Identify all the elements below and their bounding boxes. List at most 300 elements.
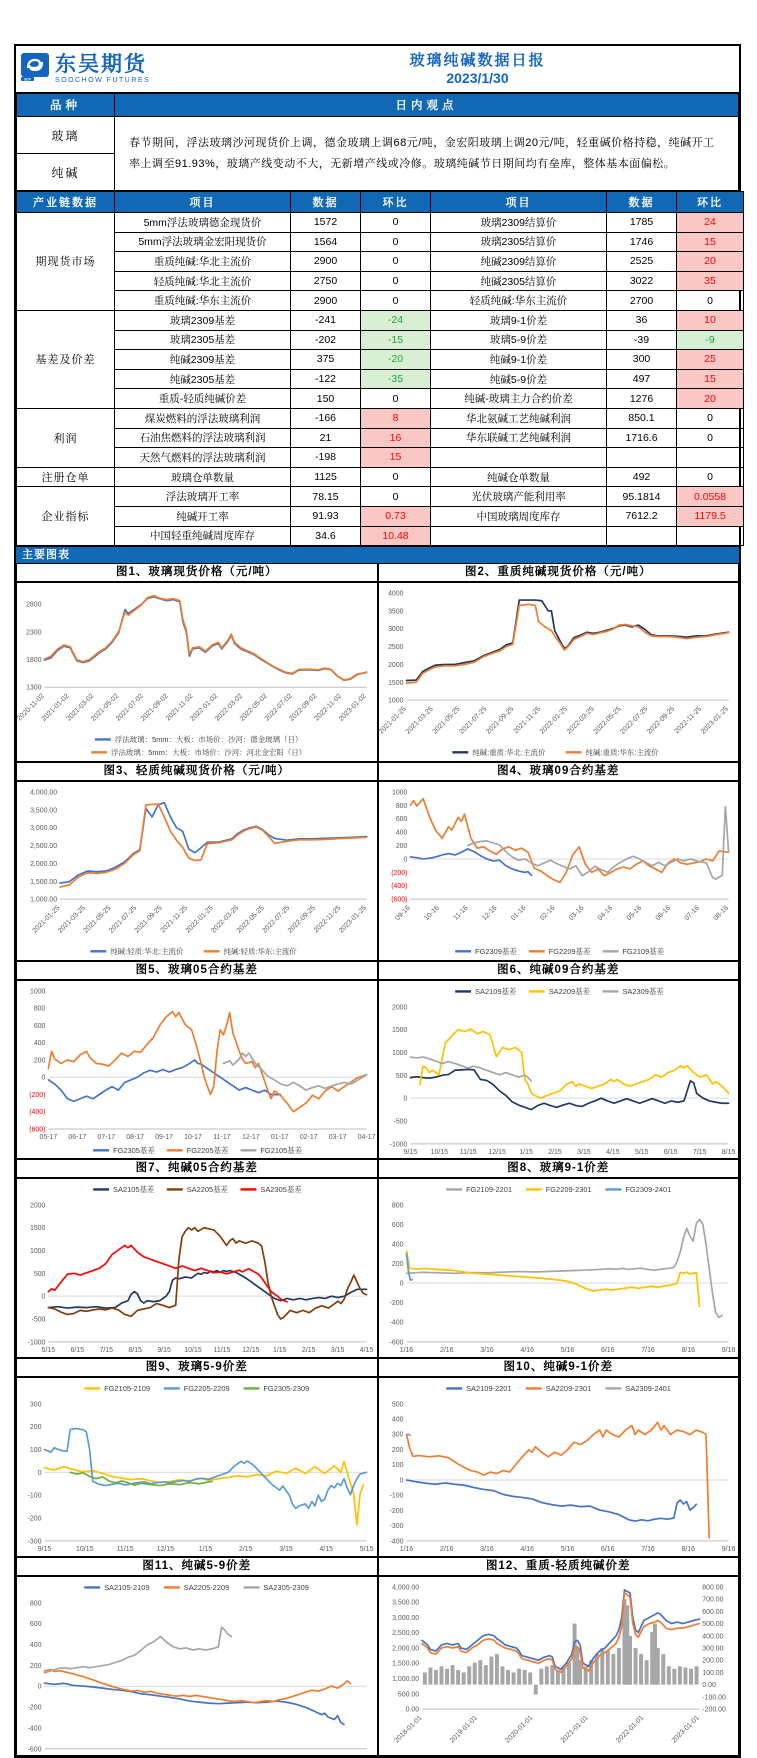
chart-title: 图11、纯碱5-9价差: [17, 1558, 377, 1577]
svg-text:FG2105基差: FG2105基差: [260, 1145, 303, 1155]
item-cell: 5mm浮法玻璃德金现货价: [115, 213, 291, 233]
svg-text:6/15: 6/15: [663, 1148, 677, 1156]
legend-item: [93, 1144, 155, 1154]
svg-text:2/15: 2/15: [547, 1148, 562, 1156]
svg-text:5/16: 5/16: [560, 1347, 574, 1355]
value-cell: 1785: [607, 213, 677, 233]
logo-chinese-name: 东吴期货: [55, 53, 147, 76]
report-header: [16, 46, 739, 93]
legend-item: [446, 1185, 512, 1194]
chart-cell-c11: [16, 1557, 378, 1756]
legend-item: [455, 946, 517, 956]
svg-text:08-16: 08-16: [711, 904, 730, 922]
ring-cell: -9: [677, 330, 744, 350]
table-row: [17, 369, 744, 389]
item-cell: 玻璃2305基差: [115, 330, 291, 350]
svg-text:4/16: 4/16: [520, 1545, 534, 1553]
value-cell: [607, 448, 677, 468]
svg-text:FG2109-2201: FG2109-2201: [465, 1185, 512, 1195]
svg-text:500.00: 500.00: [397, 1691, 419, 1699]
table-row: [17, 389, 744, 409]
svg-text:01-16: 01-16: [509, 904, 528, 922]
svg-text:6/15: 6/15: [70, 1347, 85, 1355]
ring-cell: 10: [677, 310, 744, 330]
svg-text:2022-07-25: 2022-07-25: [261, 904, 292, 935]
svg-text:500: 500: [391, 1401, 404, 1409]
svg-text:4,000.00: 4,000.00: [30, 789, 58, 797]
logo-text: [55, 54, 150, 84]
svg-text:3500: 3500: [387, 608, 404, 616]
legend-item: [167, 1144, 229, 1154]
legend-item: [446, 1384, 511, 1393]
svg-text:600: 600: [391, 1222, 404, 1230]
svg-text:500: 500: [395, 1072, 407, 1080]
item-cell: 玻璃9-1价差: [431, 310, 607, 330]
svg-text:-200: -200: [27, 1704, 42, 1712]
svg-text:2022-05-25: 2022-05-25: [592, 705, 623, 736]
svg-text:-300: -300: [389, 1523, 404, 1531]
value-cell: 2900: [291, 252, 361, 272]
svg-text:0: 0: [37, 1469, 42, 1477]
svg-text:-500: -500: [31, 1316, 46, 1324]
svg-text:6/16: 6/16: [600, 1545, 615, 1553]
chart-title: 图8、玻璃9-1价差: [379, 1160, 739, 1179]
chart-cell-c10: [378, 1358, 740, 1557]
ring-cell: 20: [677, 389, 744, 409]
svg-text:2023-01-25: 2023-01-25: [337, 904, 368, 935]
svg-text:2021-11-25: 2021-11-25: [511, 705, 542, 736]
charts-section-bar: 主要图表: [16, 546, 739, 563]
ring-cell: [677, 448, 744, 468]
svg-text:纯碱:重质:华东:主流价: 纯碱:重质:华东:主流价: [585, 747, 659, 757]
svg-text:5/16: 5/16: [560, 1545, 574, 1553]
svg-text:1/16: 1/16: [399, 1347, 413, 1355]
svg-text:1,000.00: 1,000.00: [391, 1675, 419, 1683]
svg-text:11/15: 11/15: [459, 1148, 477, 1156]
chart-canvas: [379, 782, 739, 960]
svg-text:SA2109-2201: SA2109-2201: [465, 1384, 512, 1394]
svg-text:2022-07-25: 2022-07-25: [618, 705, 649, 736]
svg-text:4/15: 4/15: [359, 1347, 374, 1355]
svg-text:2800: 2800: [26, 601, 42, 609]
svg-text:2,000.00: 2,000.00: [30, 860, 58, 868]
ring-cell: 24: [677, 213, 744, 233]
svg-text:2021-01-25: 2021-01-25: [377, 705, 408, 736]
svg-text:9/16: 9/16: [721, 1545, 735, 1553]
svg-text:9/15: 9/15: [37, 1545, 52, 1553]
svg-text:(200): (200): [29, 1091, 46, 1099]
table-row: [17, 408, 744, 428]
svg-text:06-16: 06-16: [654, 904, 672, 922]
svg-text:2300: 2300: [26, 629, 42, 637]
value-cell: [607, 526, 677, 546]
svg-text:07-16: 07-16: [683, 904, 701, 922]
legend-item: [605, 1384, 670, 1393]
variety-soda-ash: 纯碱: [17, 154, 115, 191]
svg-text:2021-09-25: 2021-09-25: [484, 705, 515, 736]
svg-text:300: 300: [29, 1401, 42, 1409]
svg-text:200: 200: [391, 1447, 404, 1455]
value-cell: -39: [607, 330, 677, 350]
svg-text:9/15: 9/15: [157, 1347, 171, 1355]
ring-cell: 0: [361, 213, 431, 233]
svg-text:400.00: 400.00: [701, 1633, 724, 1641]
item-cell: 浮法玻璃开工率: [115, 487, 291, 507]
item-cell: [431, 448, 607, 468]
svg-text:2021-11-02: 2021-11-02: [164, 692, 195, 723]
item-cell: 石油焦燃料的浮法玻璃利润: [115, 428, 291, 448]
value-cell: 1572: [291, 213, 361, 233]
svg-text:2022-09-02: 2022-09-02: [288, 692, 319, 723]
svg-text:800: 800: [29, 1600, 42, 1608]
group-label: 注册仓单: [17, 467, 115, 487]
svg-text:300: 300: [391, 1431, 404, 1439]
svg-text:2/16: 2/16: [439, 1545, 454, 1553]
col-item-1: 项目: [115, 192, 291, 213]
svg-text:3/16: 3/16: [479, 1347, 494, 1355]
svg-text:1/15: 1/15: [273, 1347, 287, 1355]
svg-text:700.00: 700.00: [701, 1596, 724, 1604]
col-data-1: 数据: [291, 192, 361, 213]
svg-text:FG2205-2209: FG2205-2209: [183, 1384, 230, 1394]
svg-text:SA2305基差: SA2305基差: [260, 1185, 302, 1195]
svg-text:09-16: 09-16: [393, 904, 412, 922]
svg-text:-200.00: -200.00: [701, 1706, 726, 1714]
svg-text:2023-01-01: 2023-01-01: [670, 1714, 701, 1745]
opinion-table: [16, 93, 739, 191]
value-cell: 2525: [607, 252, 677, 272]
legend-item: [204, 946, 298, 956]
legend-item: [95, 734, 302, 744]
svg-text:SA2105-2109: SA2105-2109: [104, 1582, 150, 1592]
svg-text:11-17: 11-17: [213, 1133, 231, 1141]
value-cell: 2750: [291, 271, 361, 291]
item-cell: 5mm浮法玻璃金宏阳现货价: [115, 232, 291, 252]
value-cell: 300: [607, 350, 677, 370]
table-row: [17, 448, 744, 468]
svg-text:1,000.00: 1,000.00: [30, 896, 58, 904]
svg-text:2021-09-02: 2021-09-02: [139, 692, 170, 723]
item-cell: 纯碱2309结算价: [431, 252, 607, 272]
svg-text:-200: -200: [389, 1507, 404, 1515]
legend-item: [602, 946, 664, 956]
item-cell: 纯碱开工率: [115, 506, 291, 526]
svg-text:2022-01-25: 2022-01-25: [184, 904, 215, 935]
group-label: 期现货市场: [17, 213, 115, 311]
svg-text:SA2205-2209: SA2205-2209: [183, 1582, 230, 1592]
svg-text:FG2309基差: FG2309基差: [474, 946, 517, 956]
svg-text:FG2309-2401: FG2309-2401: [624, 1185, 671, 1195]
value-cell: 850.1: [607, 408, 677, 428]
report-date: 2023/1/30: [446, 70, 509, 86]
item-cell: 华东联碱工艺纯碱利润: [431, 428, 607, 448]
svg-text:(600): (600): [29, 1126, 46, 1134]
svg-text:3/15: 3/15: [279, 1545, 293, 1553]
svg-text:02-17: 02-17: [299, 1133, 318, 1141]
soochow-logo-icon: [20, 52, 50, 87]
svg-text:07-17: 07-17: [97, 1133, 116, 1141]
svg-text:FG2209基差: FG2209基差: [548, 946, 590, 956]
svg-text:7/15: 7/15: [692, 1148, 706, 1156]
svg-text:2021-01-02: 2021-01-02: [40, 692, 71, 723]
item-cell: 光伏玻璃产能利用率: [431, 487, 607, 507]
svg-text:2000: 2000: [387, 662, 404, 670]
svg-text:2022-03-25: 2022-03-25: [210, 904, 241, 935]
chart-title: 图1、玻璃现货价格（元/吨）: [17, 564, 377, 583]
svg-text:200: 200: [395, 842, 407, 850]
svg-text:(200): (200): [390, 869, 407, 877]
item-cell: 轻质纯碱:华北主流价: [115, 271, 291, 291]
svg-text:SA2309-2401: SA2309-2401: [624, 1384, 671, 1394]
svg-text:7/16: 7/16: [640, 1545, 655, 1553]
legend-item: [605, 1185, 671, 1194]
svg-text:1/16: 1/16: [399, 1545, 413, 1553]
svg-text:8/16: 8/16: [681, 1347, 695, 1355]
chart-title: 图7、纯碱05合约基差: [17, 1160, 377, 1179]
svg-text:3/15: 3/15: [576, 1148, 591, 1156]
svg-text:200: 200: [29, 1662, 42, 1670]
chart-canvas: [379, 1378, 739, 1556]
table-row: [17, 487, 744, 507]
svg-text:SA2105基差: SA2105基差: [113, 1185, 155, 1195]
svg-text:09-17: 09-17: [155, 1133, 173, 1141]
value-cell: 3022: [607, 271, 677, 291]
svg-text:800: 800: [395, 802, 407, 810]
ring-cell: 15: [677, 369, 744, 389]
svg-text:8/15: 8/15: [128, 1347, 142, 1355]
item-cell: 重质纯碱:华北主流价: [115, 252, 291, 272]
svg-text:1,500.00: 1,500.00: [391, 1660, 419, 1668]
svg-text:12/15: 12/15: [156, 1545, 174, 1553]
svg-text:FG2205基差: FG2205基差: [186, 1145, 229, 1155]
svg-text:0: 0: [403, 1095, 407, 1103]
title-block: [216, 46, 739, 92]
chart-cell-c5: [16, 961, 378, 1160]
svg-text:400: 400: [395, 829, 407, 837]
col-data-2: 数据: [607, 192, 677, 213]
svg-text:1000: 1000: [391, 789, 407, 797]
value-cell: -122: [291, 369, 361, 389]
svg-text:1500: 1500: [391, 1026, 407, 1034]
svg-text:2022-01-25: 2022-01-25: [538, 705, 569, 736]
svg-text:10-16: 10-16: [422, 904, 441, 922]
svg-text:4,000.00: 4,000.00: [391, 1584, 419, 1592]
svg-text:10/15: 10/15: [184, 1347, 202, 1355]
chart-cell-c1: [16, 563, 378, 762]
ring-cell: 15: [361, 448, 431, 468]
chart-canvas: [17, 583, 377, 761]
opinion-col-view: 日内观点: [115, 94, 739, 117]
svg-text:1300: 1300: [26, 684, 42, 692]
svg-text:12/15: 12/15: [487, 1148, 506, 1156]
ring-cell: 0: [361, 389, 431, 409]
item-cell: 纯碱2309基差: [115, 350, 291, 370]
svg-text:1/15: 1/15: [198, 1545, 213, 1553]
svg-text:200: 200: [33, 1057, 46, 1065]
legend-item: [565, 747, 659, 757]
svg-text:2500: 2500: [387, 644, 404, 652]
table-row: [17, 213, 744, 233]
table-row: [17, 271, 744, 291]
ring-cell: 0: [677, 428, 744, 448]
svg-text:2022-09-25: 2022-09-25: [645, 705, 676, 736]
table-row: [17, 467, 744, 487]
legend-item: [241, 1184, 303, 1194]
svg-text:100: 100: [391, 1462, 404, 1470]
svg-text:-600: -600: [389, 1339, 404, 1347]
legend-item: [91, 747, 306, 757]
svg-text:8/16: 8/16: [681, 1545, 695, 1553]
svg-text:3,000.00: 3,000.00: [30, 825, 58, 833]
col-ring-1: 环比: [361, 192, 431, 213]
svg-text:-600: -600: [27, 1746, 42, 1754]
svg-text:3,000.00: 3,000.00: [391, 1614, 419, 1622]
svg-text:2022-09-25: 2022-09-25: [286, 904, 317, 935]
logo-english-name: SOOCHOW FUTURES: [55, 77, 151, 84]
table-row: [17, 526, 744, 546]
item-cell: 玻璃2305结算价: [431, 232, 607, 252]
legend-item: [93, 1184, 155, 1194]
legend-item: [167, 1184, 229, 1194]
svg-text:100: 100: [29, 1447, 42, 1455]
item-cell: 玻璃2309结算价: [431, 213, 607, 233]
ring-cell: [677, 526, 744, 546]
svg-text:-300: -300: [27, 1538, 42, 1546]
legend-item: [602, 986, 664, 996]
svg-text:05-17: 05-17: [39, 1133, 58, 1141]
svg-text:1000: 1000: [391, 1049, 407, 1057]
chart-title: 图10、纯碱9-1价差: [379, 1359, 739, 1378]
svg-text:12-16: 12-16: [480, 904, 499, 922]
legend-item: [164, 1384, 230, 1393]
value-cell: 1746: [607, 232, 677, 252]
chart-cell-c12: [378, 1557, 740, 1756]
legend-item: [455, 986, 517, 996]
industry-data-table: [16, 191, 744, 546]
svg-text:-100: -100: [389, 1492, 404, 1500]
chart-cell-c9: [16, 1358, 378, 1557]
svg-text:SA2305-2309: SA2305-2309: [263, 1582, 309, 1592]
ring-cell: 1179.5: [677, 506, 744, 526]
chart-cell-c6: [378, 961, 740, 1160]
chart-canvas: [379, 583, 739, 761]
ring-cell: 0: [361, 252, 431, 272]
svg-text:(600): (600): [390, 896, 407, 904]
svg-text:04-16: 04-16: [596, 904, 614, 922]
variety-glass: 玻璃: [17, 117, 115, 154]
svg-text:-200: -200: [389, 1300, 404, 1308]
svg-text:2022-05-25: 2022-05-25: [235, 904, 266, 935]
value-cell: -241: [291, 310, 361, 330]
svg-text:02-16: 02-16: [538, 904, 556, 922]
chart-title: 图3、轻质纯碱现货价格（元/吨）: [17, 763, 377, 782]
group-label: 企业指标: [17, 487, 115, 546]
value-cell: 95.1814: [607, 487, 677, 507]
ring-cell: 15: [677, 232, 744, 252]
item-cell: 中国玻璃周度库存: [431, 506, 607, 526]
svg-text:-500: -500: [393, 1118, 407, 1126]
svg-text:-400: -400: [389, 1538, 404, 1546]
legend-item: [244, 1384, 310, 1393]
legend-item: [84, 1583, 149, 1592]
svg-text:5/15: 5/15: [359, 1545, 374, 1553]
svg-text:11-16: 11-16: [452, 904, 470, 922]
svg-text:10/15: 10/15: [430, 1148, 448, 1156]
svg-text:11/15: 11/15: [213, 1347, 231, 1355]
svg-text:03-17: 03-17: [328, 1133, 347, 1141]
table-row: [17, 428, 744, 448]
value-cell: 21: [291, 428, 361, 448]
chart-cell-c3: [16, 762, 378, 961]
ring-cell: 0: [677, 467, 744, 487]
legend-item: [525, 1185, 591, 1194]
svg-text:400: 400: [29, 1641, 42, 1649]
value-cell: 78.15: [291, 487, 361, 507]
svg-text:500: 500: [33, 1271, 46, 1279]
svg-text:1/15: 1/15: [518, 1148, 533, 1156]
svg-text:0.00: 0.00: [701, 1681, 716, 1689]
chart-title: 图4、玻璃09合约基差: [379, 763, 739, 782]
ring-cell: -35: [361, 369, 431, 389]
svg-text:2023-01-02: 2023-01-02: [337, 692, 368, 723]
item-cell: 华北氨碱工艺纯碱利润: [431, 408, 607, 428]
svg-text:2022-11-25: 2022-11-25: [312, 904, 343, 935]
svg-text:3/16: 3/16: [479, 1545, 494, 1553]
table-row: [17, 330, 744, 350]
svg-text:0: 0: [399, 1477, 404, 1485]
item-cell: 玻璃仓单数量: [115, 467, 291, 487]
value-cell: 36: [607, 310, 677, 330]
svg-text:1800: 1800: [26, 657, 42, 665]
ring-cell: 0: [361, 487, 431, 507]
ring-cell: -15: [361, 330, 431, 350]
svg-text:2021-07-02: 2021-07-02: [114, 692, 146, 723]
svg-text:2022-11-02: 2022-11-02: [313, 692, 344, 723]
chart-title: 图6、纯碱09合约基差: [379, 962, 739, 981]
svg-text:04-17: 04-17: [357, 1133, 376, 1141]
svg-text:10/15: 10/15: [76, 1545, 94, 1553]
chart-canvas: [379, 1179, 739, 1357]
chart-title: 图12、重质-轻质纯碱价差: [379, 1558, 739, 1577]
svg-text:2,000.00: 2,000.00: [391, 1645, 419, 1653]
svg-text:400: 400: [391, 1416, 404, 1424]
value-cell: 150: [291, 389, 361, 409]
group-label: 利润: [17, 408, 115, 467]
chart-canvas: [17, 782, 377, 960]
legend-item: [528, 946, 590, 956]
svg-text:2022-05-02: 2022-05-02: [238, 692, 269, 723]
svg-text:0.00: 0.00: [405, 1706, 419, 1714]
svg-text:4/15: 4/15: [605, 1148, 620, 1156]
value-cell: 2700: [607, 291, 677, 311]
svg-text:-400: -400: [389, 1320, 404, 1328]
svg-text:-100.00: -100.00: [701, 1694, 726, 1702]
svg-text:FG2305基差: FG2305基差: [113, 1145, 155, 1155]
svg-text:2021-09-25: 2021-09-25: [133, 904, 164, 935]
svg-text:1000: 1000: [29, 988, 46, 996]
svg-text:12-17: 12-17: [241, 1133, 260, 1141]
svg-text:08-17: 08-17: [126, 1133, 145, 1141]
svg-text:600.00: 600.00: [701, 1608, 724, 1616]
svg-text:200.00: 200.00: [701, 1657, 724, 1665]
ring-cell: 0: [361, 291, 431, 311]
report-document: [14, 44, 741, 1758]
company-logo: [16, 46, 216, 92]
svg-text:浮法玻璃：5mm：大板：市场价：沙河：河北金宏阳（日）: 浮法玻璃：5mm：大板：市场价：沙河：河北金宏阳（日）: [111, 747, 307, 757]
svg-text:1500: 1500: [387, 679, 404, 687]
svg-text:2023-01-25: 2023-01-25: [699, 705, 730, 736]
value-cell: 91.93: [291, 506, 361, 526]
